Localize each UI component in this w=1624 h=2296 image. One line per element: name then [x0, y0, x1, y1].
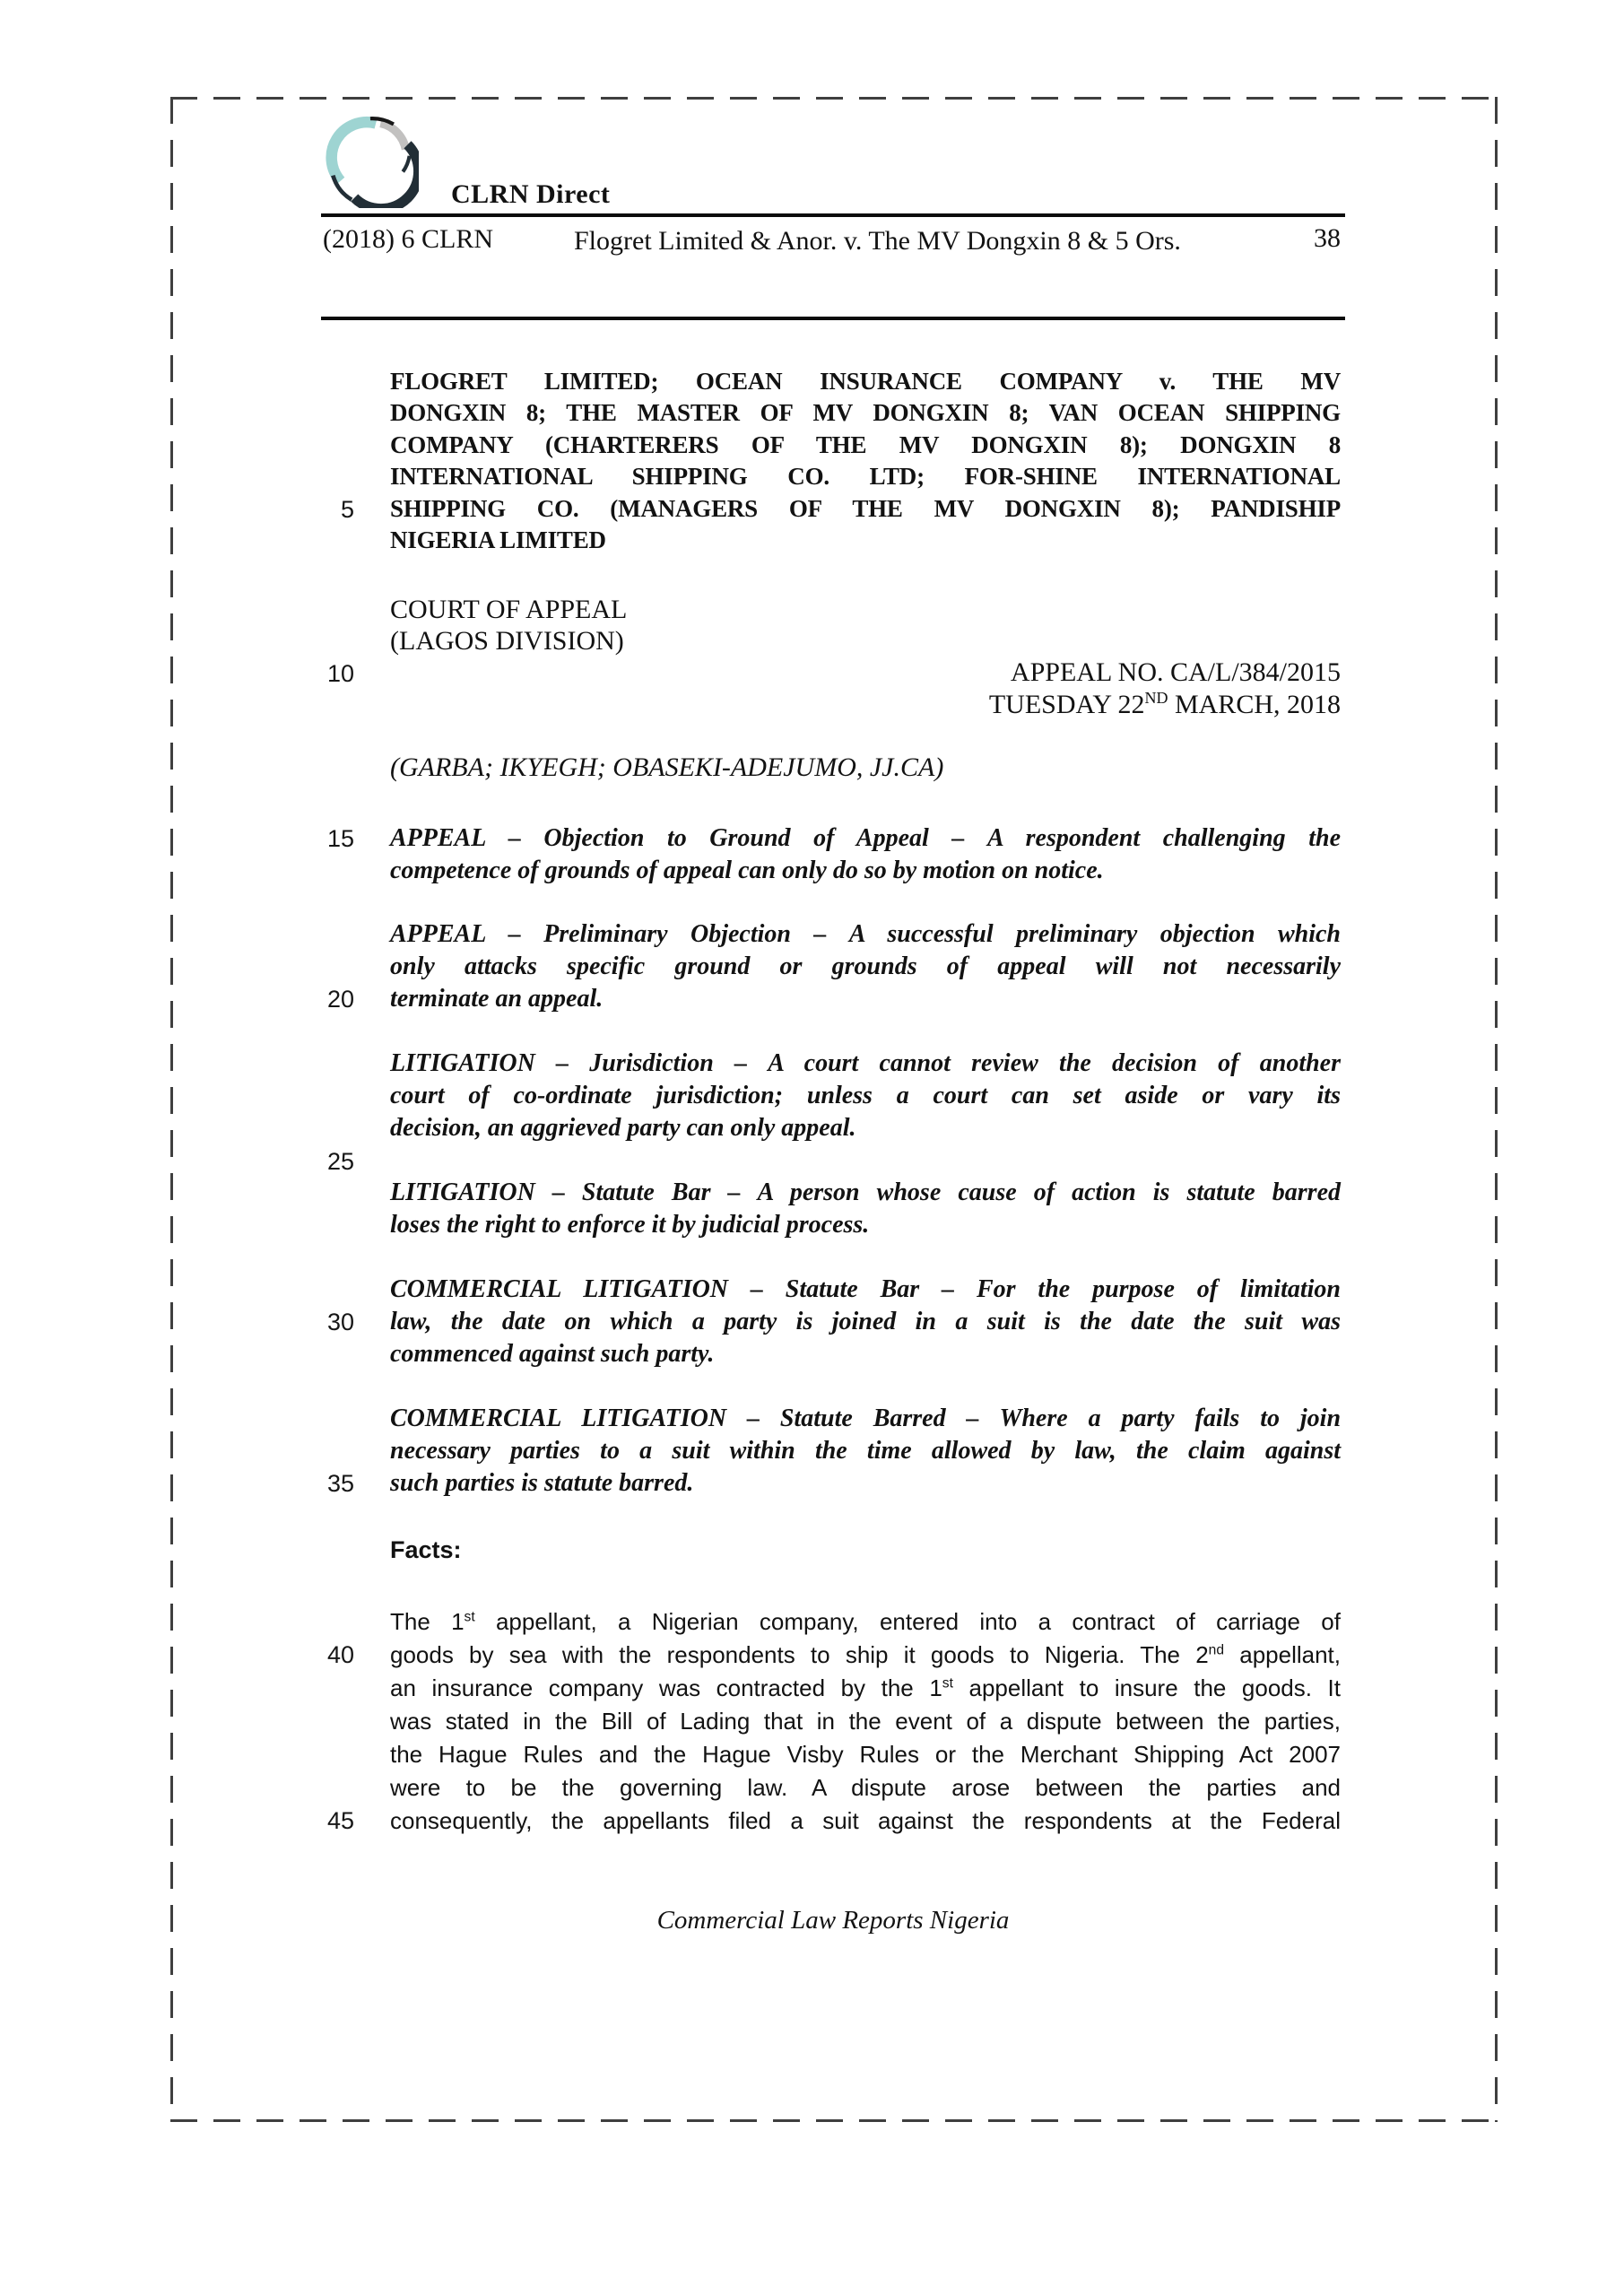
headnote-line: necessary parties to a suit within the time allowed by law, the claim against: [390, 1437, 1341, 1465]
line-number-45: 45: [326, 1807, 354, 1834]
header-rule-top: [321, 213, 1345, 217]
case-title-line: NIGERIA LIMITED: [390, 526, 606, 553]
page-border-right: [1495, 97, 1498, 2122]
case-title-line: SHIPPING CO. (MANAGERS OF THE MV DONGXIN 8); PANDISHIP: [390, 495, 1341, 522]
headnote-lead: APPEAL – Objection to Ground of Appeal –: [390, 824, 987, 852]
line-number-20: 20: [326, 986, 354, 1013]
headnote-line: only attacks specific ground or grounds of appeal will not necessarily: [390, 952, 1341, 980]
headnote-line: [390, 822, 1341, 855]
clrn-logo: [326, 113, 419, 208]
facts-heading: Facts:: [390, 1536, 462, 1563]
headnote-text: A person whose cause of action is statute barred: [757, 1178, 1341, 1206]
page-border-bottom: [170, 2119, 1498, 2122]
running-title: Flogret Limited & Anor. v. The MV Dongxin 8 & 5 Ors.: [574, 226, 1181, 256]
headnote-lead: APPEAL – Preliminary Objection –: [390, 920, 849, 948]
line-number-25: 25: [326, 1148, 354, 1175]
headnote-line: commenced against such party.: [390, 1340, 715, 1368]
headnote-lead: COMMERCIAL LITIGATION – Statute Bar –: [390, 1275, 977, 1303]
court-division: (LAGOS DIVISION): [390, 626, 624, 656]
hearing-date: TUESDAY 22ND MARCH, 2018: [988, 689, 1341, 719]
headnote-text: Where a party fails to join: [999, 1405, 1342, 1432]
case-title-line: COMPANY (CHARTERERS OF THE MV DONGXIN 8); DONGXIN 8: [390, 431, 1341, 458]
case-title-line: INTERNATIONAL SHIPPING CO. LTD; FOR-SHINE INTERNATIONAL: [390, 463, 1341, 490]
citation-label: (2018) 6 CLRN: [323, 224, 493, 254]
brand-title: CLRN Direct: [451, 179, 611, 209]
headnote-line: loses the right to enforce it by judicial process.: [390, 1211, 870, 1239]
headnote-line: competence of grounds of appeal can only do so by motion on notice.: [390, 857, 1104, 884]
logo-dark-arc: [354, 144, 419, 208]
appeal-number: APPEAL NO. CA/L/384/2015: [1010, 657, 1341, 687]
page-border-top: [170, 97, 1498, 100]
headnote-line: law, the date on which a party is joined in a suit is the date the suit was: [390, 1308, 1341, 1335]
headnote-text: A respondent challenging the: [986, 824, 1341, 852]
logo-right-sliver: [403, 156, 409, 172]
headnote-lead: COMMERCIAL LITIGATION – Statute Barred –: [390, 1405, 1000, 1432]
court-name: COURT OF APPEAL: [390, 595, 628, 624]
page-border-left: [170, 97, 173, 2122]
facts-line: was stated in the Bill of Lading that in the event of a dispute between the parties,: [390, 1708, 1341, 1735]
headnote-line: court of co-ordinate jurisdiction; unless a court can set aside or vary its: [390, 1082, 1341, 1109]
line-number-5: 5: [340, 496, 354, 523]
case-title-line: DONGXIN 8; THE MASTER OF MV DONGXIN 8; VAN OCEAN SHIPPING: [390, 399, 1341, 426]
headnote-line: [390, 1048, 1341, 1080]
line-number-10: 10: [326, 660, 354, 687]
line-number-30: 30: [326, 1309, 354, 1335]
headnote-line: such parties is statute barred.: [390, 1469, 694, 1497]
headnote-text: A court cannot review the decision of another: [768, 1049, 1342, 1077]
headnote-lead: LITIGATION – Statute Bar –: [390, 1178, 758, 1206]
facts-line: goods by sea with the respondents to ship it goods to Nigeria. The 2nd appellant,: [390, 1641, 1341, 1668]
headnote-line: [390, 1274, 1341, 1306]
facts-line: consequently, the appellants filed a suit against the respondents at the Federal: [390, 1807, 1341, 1834]
facts-line: an insurance company was contracted by the 1st appellant to insure the goods. It: [390, 1674, 1341, 1701]
headnote-text: For the purpose of limitation: [976, 1275, 1341, 1303]
headnote-line: [390, 1403, 1341, 1435]
footer-text: Commercial Law Reports Nigeria: [656, 1906, 1010, 1935]
facts-line: the Hague Rules and the Hague Visby Rules or the Merchant Shipping Act 2007: [390, 1741, 1341, 1768]
line-number-15: 15: [326, 825, 354, 852]
page-number: 38: [1314, 223, 1341, 253]
logo-gray-arc: [380, 123, 405, 149]
judges-line: (GARBA; IKYEGH; OBASEKI-ADEJUMO, JJ.CA): [390, 752, 944, 782]
headnote-text: A successful preliminary objection which: [848, 920, 1341, 948]
headnote-line: [390, 918, 1341, 951]
logo-teal-arc: [332, 122, 376, 181]
headnote-line: decision, an aggrieved party can only appeal.: [390, 1114, 856, 1142]
case-title-line: FLOGRET LIMITED; OCEAN INSURANCE COMPANY v. THE MV: [390, 368, 1341, 395]
facts-line: were to be the governing law. A dispute arose between the parties and: [390, 1774, 1341, 1801]
headnote-line: terminate an appeal.: [390, 985, 604, 1013]
header-rule-bottom: [321, 317, 1345, 320]
facts-line: The 1st appellant, a Nigerian company, entered into a contract of carriage of: [390, 1608, 1341, 1635]
line-number-40: 40: [326, 1641, 354, 1668]
headnote-line: [390, 1177, 1341, 1209]
headnote-lead: LITIGATION – Jurisdiction –: [390, 1049, 769, 1077]
line-number-35: 35: [326, 1470, 354, 1497]
